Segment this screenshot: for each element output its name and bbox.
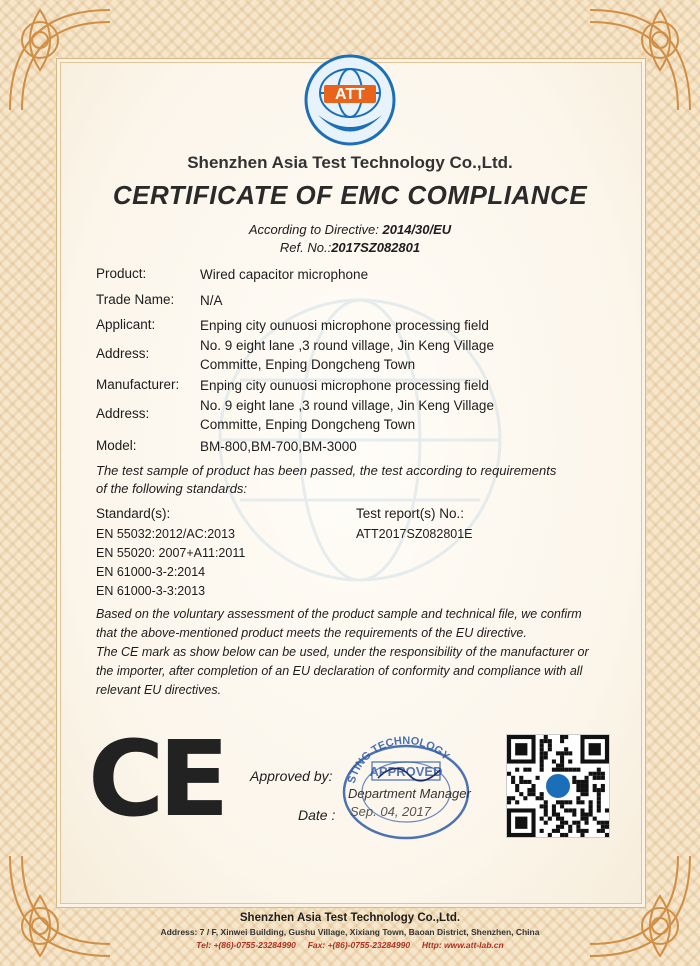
test-report-value: ATT2017SZ082801E	[356, 527, 473, 541]
trade-name-value: N/A	[200, 293, 223, 308]
date-value: Sep. 04, 2017	[350, 804, 431, 819]
footer-address: Address: 7 / F, Xinwei Building, Gushu Village, Xixiang Town, Baoan District, Shenzhen, China	[160, 927, 540, 937]
manufacturer-value: Enping city ounuosi microphone processing field	[200, 378, 489, 393]
ref-value: 2017SZ082801	[331, 240, 421, 255]
manufacturer-address-label: Address:	[96, 406, 150, 421]
manufacturer-address-line1: No. 9 eight lane ,3 round village, Jin Keng Village	[200, 398, 494, 413]
certificate-title: CERTIFICATE OF EMC COMPLIANCE	[112, 180, 588, 210]
manufacturer-address-line2: Committe, Enping Dongcheng Town	[200, 417, 416, 432]
trade-name-label: Trade Name:	[96, 292, 175, 307]
standard-item: EN 61000-3-3:2013	[96, 584, 206, 598]
footer-fax: Fax: +(86)-0755-23284990	[307, 940, 411, 950]
product-label: Product:	[96, 266, 147, 281]
applicant-value: Enping city ounuosi microphone processing field	[200, 318, 489, 333]
applicant-address-line1: No. 9 eight lane ,3 round village, Jin Keng Village	[200, 338, 494, 353]
standard-item: EN 61000-3-2:2014	[96, 565, 206, 579]
directive-value: 2014/30/EU	[382, 222, 452, 237]
standard-item: EN 55020: 2007+A11:2011	[96, 546, 246, 560]
qr-code	[506, 734, 610, 838]
approval-stamp	[336, 730, 476, 840]
company-name: Shenzhen Asia Test Technology Co.,Ltd.	[187, 153, 513, 172]
model-value: BM-800,BM-700,BM-3000	[200, 439, 357, 454]
signature-title: Department Manager	[348, 786, 471, 801]
applicant-address-line2: Committe, Enping Dongcheng Town	[200, 357, 416, 372]
passed-line1: The test sample of product has been passed, the test according to requirements	[96, 463, 557, 478]
ce-note-line1: The CE mark as show below can be used, under the responsibility of the manufacturer or	[96, 645, 589, 659]
assessment-line2: that the above-mentioned product meets the requirements of the EU directive.	[96, 626, 527, 640]
ref-label: Ref. No.:	[279, 240, 332, 255]
footer-company: Shenzhen Asia Test Technology Co.,Ltd.	[239, 912, 461, 924]
footer-web: Http: www.att-lab.cn	[421, 940, 504, 950]
passed-line2: of the following standards:	[96, 481, 248, 496]
stamp-center-text: APPROVED	[369, 764, 443, 779]
date-label: Date :	[298, 807, 336, 823]
logo-text: ATT	[335, 86, 365, 103]
test-report-label: Test report(s) No.:	[356, 506, 465, 521]
applicant-label: Applicant:	[96, 317, 156, 332]
product-value: Wired capacitor microphone	[200, 267, 369, 282]
assessment-line1: Based on the voluntary assessment of the product sample and technical file, we confirm	[96, 607, 582, 621]
stamp-ring-text: STING TECHNOLOGY	[345, 734, 452, 785]
manufacturer-label: Manufacturer:	[96, 377, 180, 392]
qr-pattern	[507, 735, 609, 837]
ce-note-line3: relevant EU directives.	[96, 683, 222, 697]
att-logo	[300, 53, 400, 148]
applicant-address-label: Address:	[96, 346, 150, 361]
footer-tel: Tel: +(86)-0755-23284990	[196, 940, 296, 950]
approved-by-label: Approved by:	[250, 768, 333, 784]
footer-contacts	[0, 940, 700, 950]
model-label: Model:	[96, 438, 137, 453]
ce-mark: CE	[88, 718, 224, 840]
ref-line	[0, 240, 700, 255]
directive-line	[0, 222, 700, 237]
ce-note-line2: the importer, after completion of an EU declaration of conformity and compliance with all	[96, 664, 583, 678]
standard-item: EN 55032:2012/AC:2013	[96, 527, 235, 541]
standards-label: Standard(s):	[96, 506, 171, 521]
directive-label: According to Directive:	[248, 222, 379, 237]
